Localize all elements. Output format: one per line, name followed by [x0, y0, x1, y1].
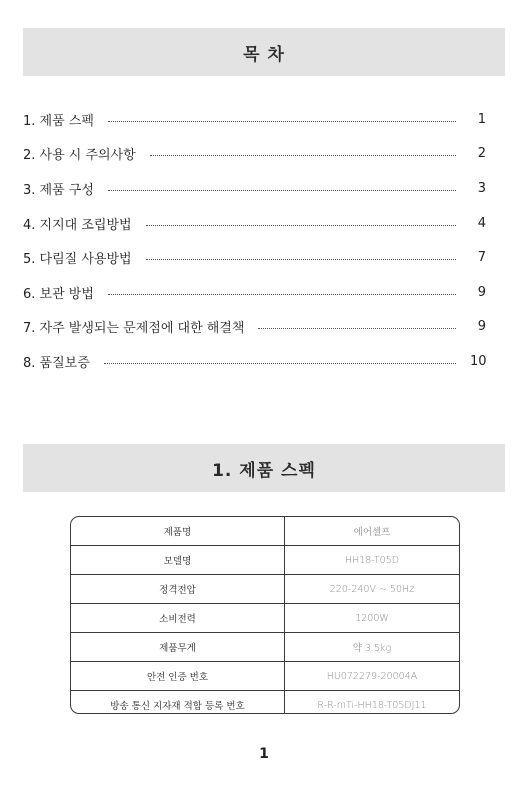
- toc-item: [23, 137, 486, 172]
- spec-key: 제품무게: [71, 633, 285, 662]
- toc-item-label: 2. 사용 시 주의사항: [23, 148, 136, 164]
- toc-leader-dots: [146, 225, 456, 226]
- spec-value: 1200W: [285, 604, 460, 633]
- table-row: [71, 517, 459, 546]
- spec-key: 모델명: [71, 546, 285, 575]
- spec-table: [70, 516, 460, 714]
- table-row: [71, 662, 459, 691]
- toc-leader-dots: [258, 328, 456, 329]
- spec-key: 안전 인증 번호: [71, 662, 285, 691]
- table-row: [71, 604, 459, 633]
- spec-value: HU072279-20004A: [285, 662, 460, 691]
- toc-leader-dots: [104, 363, 456, 364]
- toc-title-banner: [23, 28, 505, 76]
- toc-item-label: 7. 자주 발생되는 문제점에 대한 해결책: [23, 321, 245, 337]
- toc-leader-dots: [150, 155, 456, 156]
- toc-leader-dots: [146, 259, 456, 260]
- table-row: [71, 633, 459, 662]
- spec-value: 약 3.5kg: [285, 633, 460, 662]
- toc-item-label: 1. 제품 스펙: [23, 113, 94, 129]
- spec-key: 제품명: [71, 517, 285, 546]
- toc-item: [23, 240, 486, 275]
- toc-item-label: 4. 지지대 조립방법: [23, 217, 132, 233]
- toc-item: [23, 310, 486, 345]
- toc-item-page: 3: [477, 180, 486, 196]
- toc-item-label: 6. 보관 방법: [23, 286, 94, 302]
- toc-item-page: 1: [477, 111, 486, 127]
- spec-key: 소비전력: [71, 604, 285, 633]
- table-row: [71, 575, 459, 604]
- spec-key: 방송 통신 지자재 적합 등록 번호: [71, 691, 285, 715]
- spec-value: HH18-T05D: [285, 546, 460, 575]
- toc-leader-dots: [108, 190, 456, 191]
- toc-leader-dots: [108, 121, 456, 122]
- table-row: [71, 691, 459, 715]
- toc-item-page: 7: [477, 250, 486, 266]
- toc-item-page: 2: [477, 146, 486, 162]
- toc-title: 목 차: [243, 44, 285, 65]
- toc-item: [23, 171, 486, 206]
- toc-item-page: 4: [477, 215, 486, 231]
- spec-value: R-R-mTi-HH18-T05DJ11: [317, 699, 427, 711]
- table-row: [71, 546, 459, 575]
- toc-item-page: 9: [477, 319, 486, 335]
- spec-section-title: 1. 제품 스펙: [212, 460, 316, 481]
- table-of-contents: [23, 102, 486, 379]
- spec-key: 정격전압: [71, 575, 285, 604]
- spec-section-banner: [23, 444, 505, 492]
- toc-item-page: 9: [477, 284, 486, 300]
- toc-item: [23, 102, 486, 137]
- toc-item: [23, 344, 486, 379]
- toc-item-label: 8. 품질보증: [23, 355, 90, 371]
- spec-value: 에어셀프: [285, 517, 460, 546]
- toc-item: [23, 275, 486, 310]
- toc-leader-dots: [108, 294, 456, 295]
- toc-item: [23, 206, 486, 241]
- page-number: 1: [259, 746, 269, 762]
- toc-item-page: 10: [470, 353, 487, 369]
- toc-item-label: 3. 제품 구성: [23, 182, 94, 198]
- toc-item-label: 5. 다림질 사용방법: [23, 252, 132, 268]
- spec-value: 220-240V ~ 50Hz: [285, 575, 460, 604]
